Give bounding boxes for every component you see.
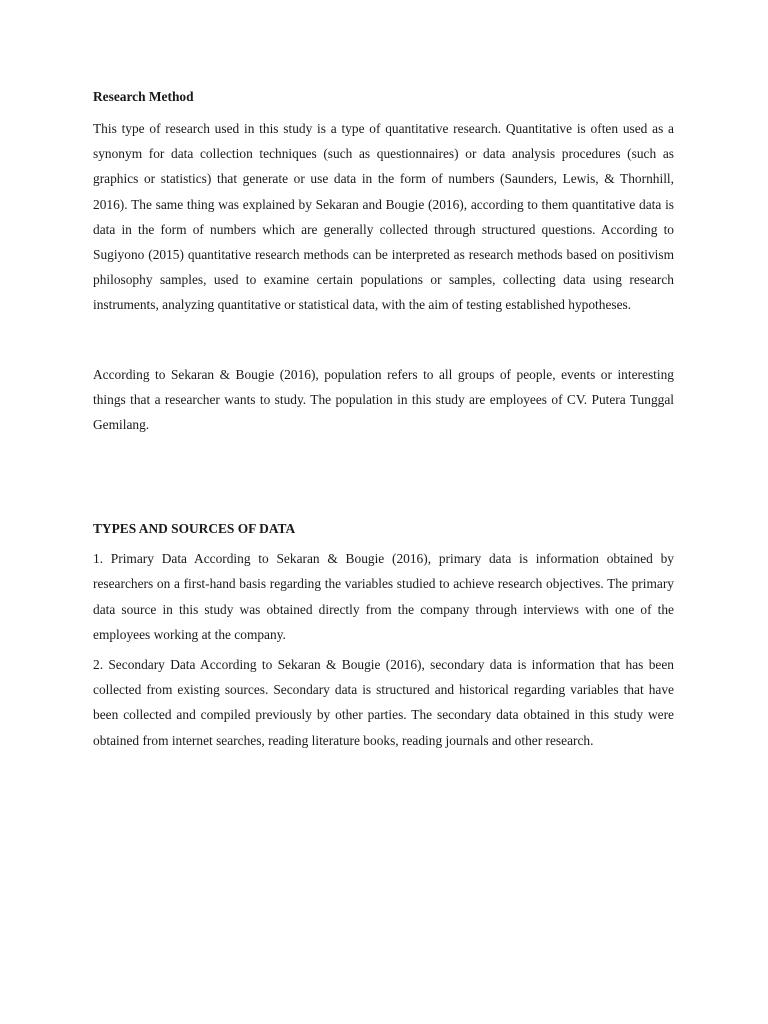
section-heading-research-method: Research Method [93,89,194,104]
paragraph-primary-data: 1. Primary Data According to Sekaran & Bougie (2016), primary data is information obtained by researchers on a first-hand basis regarding the variables studied to achieve research objectives. The primary data source in this study was obtained directly from the company through interviews with one of the employees working at the company. [93,551,674,642]
paragraph-research-method: This type of research used in this study is a type of quantitative research. Quantitative is often used as a synonym for data collection techniques (such as questionnaires) or data analysis procedures (such as graphics or statistics) that generate or use data in the form of numbers (Saunders, Lewis, & Thornhill, 2016). The same thing was explained by Sekaran and Bougie (2016), according to them quantitative data is data in the form of numbers which are generally collected through structured questions. According to Sugiyono (2015) quantitative research methods can be interpreted as research methods based on positivism philosophy samples, used to examine certain populations or samples, collecting data using research instruments, analyzing quantitative or statistical data, with the aim of testing established hypotheses. [93,121,674,313]
paragraph-secondary-data: 2. Secondary Data According to Sekaran & Bougie (2016), secondary data is information that has been collected from existing sources. Secondary data is structured and historical regarding variables that have been collected and compiled previously by other parties. The secondary data obtained in this study were obtained from internet searches, reading literature books, reading journals and other research. [93,657,674,748]
paragraph-population: According to Sekaran & Bougie (2016), population refers to all groups of people, events or interesting things that a researcher wants to study. The population in this study are employees of CV. Putera Tunggal Gemilang. [93,366,674,433]
section-heading-types-and-sources: TYPES AND SOURCES OF DATA [93,521,296,537]
document-page [93,84,674,753]
